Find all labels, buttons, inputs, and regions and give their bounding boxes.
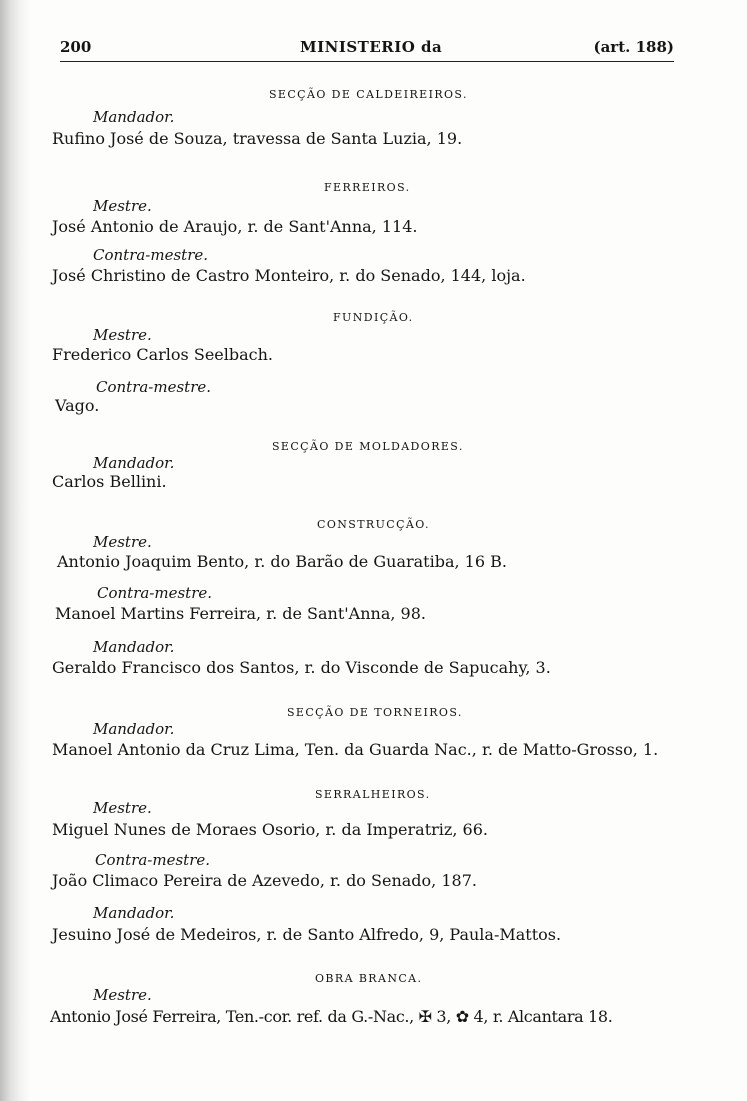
role-label: Mandador.	[93, 454, 175, 472]
role-label: Mestre.	[93, 326, 152, 344]
role-label: Contra-mestre.	[96, 378, 212, 396]
entry-text: Frederico Carlos Seelbach.	[52, 345, 273, 364]
section-heading: CONSTRUCÇÃO.	[317, 518, 430, 531]
role-label: Contra-mestre.	[95, 851, 211, 869]
entry-text: Rufino José de Souza, travessa de Santa Luzia, 19.	[52, 129, 463, 148]
entry-text: José Christino de Castro Monteiro, r. do Senado, 144, loja.	[52, 266, 526, 285]
header-rule	[60, 61, 674, 62]
role-label: Contra-mestre.	[93, 246, 209, 264]
role-label: Contra-mestre.	[97, 584, 213, 602]
section-heading: SECÇÃO DE MOLDADORES.	[272, 440, 464, 453]
role-label: Mestre.	[93, 197, 152, 215]
entry-text: Antonio Joaquim Bento, r. do Barão de Guaratiba, 16 B.	[57, 552, 507, 571]
role-label: Mandador.	[93, 720, 175, 738]
section-heading: OBRA BRANCA.	[315, 972, 423, 985]
section-heading: SECÇÃO DE CALDEIREIROS.	[269, 88, 468, 101]
role-label: Mandador.	[93, 638, 175, 656]
page-header	[60, 38, 674, 62]
role-label: Mandador.	[93, 904, 175, 922]
entry-text: Antonio José Ferreira, Ten.-cor. ref. da G.-Nac., ✠ 3, ✿ 4, r. Alcantara 18.	[50, 1007, 613, 1026]
page-number: 200	[60, 38, 92, 56]
section-heading: FUNDIÇÃO.	[333, 311, 414, 324]
entry-text: Manoel Antonio da Cruz Lima, Ten. da Guarda Nac., r. de Matto-Grosso, 1.	[52, 740, 659, 759]
entry-text: José Antonio de Araujo, r. de Sant'Anna, 114.	[52, 217, 418, 236]
entry-text: Carlos Bellini.	[52, 472, 167, 491]
article-reference: (art. 188)	[593, 38, 674, 56]
entry-text: Geraldo Francisco dos Santos, r. do Visconde de Sapucahy, 3.	[52, 658, 551, 677]
role-label: Mandador.	[93, 108, 175, 126]
entry-text: Vago.	[55, 396, 100, 415]
section-heading: SERRALHEIROS.	[315, 788, 431, 801]
role-label: Mestre.	[93, 533, 152, 551]
role-label: Mestre.	[93, 799, 152, 817]
role-label: Mestre.	[93, 986, 152, 1004]
running-title: MINISTERIO da	[300, 38, 443, 56]
section-heading: FERREIROS.	[324, 181, 411, 194]
section-heading: SECÇÃO DE TORNEIROS.	[287, 706, 463, 719]
entry-text: João Climaco Pereira de Azevedo, r. do Senado, 187.	[52, 871, 477, 890]
entry-text: Miguel Nunes de Moraes Osorio, r. da Imperatriz, 66.	[52, 820, 488, 839]
entry-text: Jesuino José de Medeiros, r. de Santo Alfredo, 9, Paula-Mattos.	[52, 925, 562, 944]
entry-text: Manoel Martins Ferreira, r. de Sant'Anna, 98.	[55, 604, 426, 623]
